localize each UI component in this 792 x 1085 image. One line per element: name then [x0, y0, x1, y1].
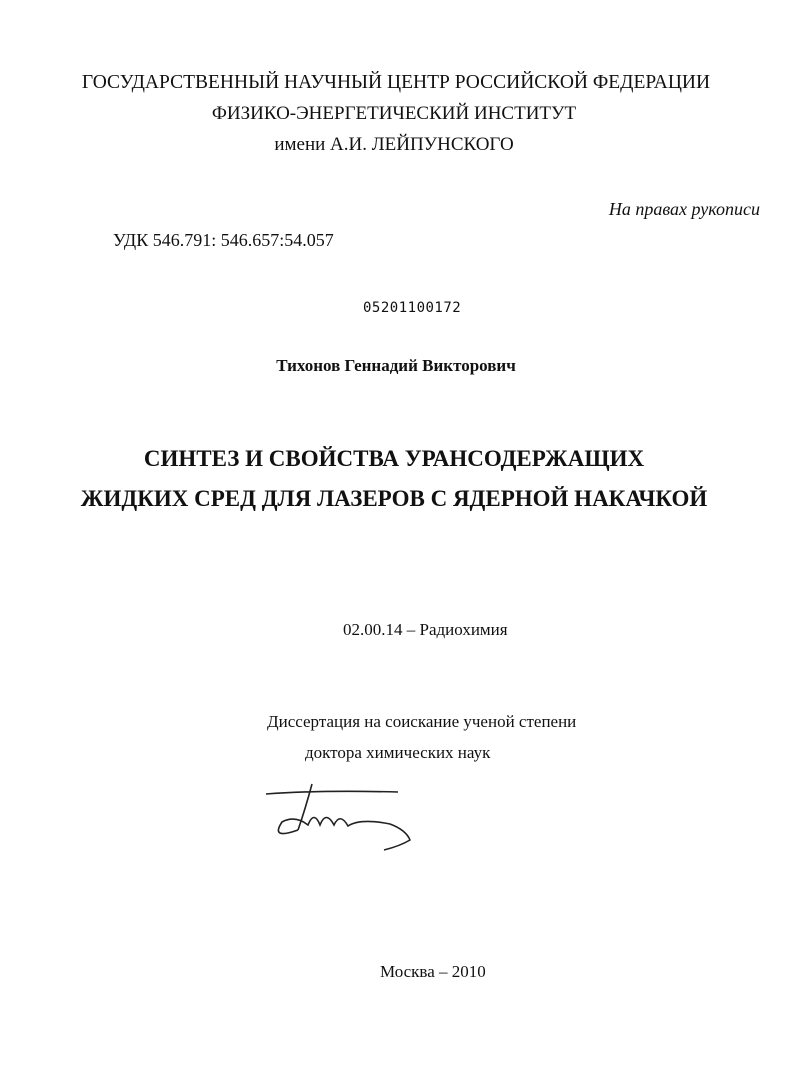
author-name: Тихонов Геннадий Викторович: [276, 356, 516, 375]
title-line-1: СИНТЕЗ И СВОЙСТВА УРАНСОДЕРЖАЩИХ: [143, 446, 645, 471]
title-line-2: ЖИДКИХ СРЕД ДЛЯ ЛАЗЕРОВ С ЯДЕРНОЙ НАКАЧКОЙ: [80, 486, 708, 511]
place-year: Москва – 2010: [380, 962, 486, 981]
specialty: 02.00.14 – Радиохимия: [343, 620, 508, 639]
degree-line-1: Диссертация на соискание ученой степени: [267, 712, 577, 731]
org-line-3: имени А.И. ЛЕЙПУНСКОГО: [274, 134, 514, 155]
catalog-number: 05201100172: [363, 300, 462, 316]
rights-note: На правах рукописи: [608, 199, 760, 219]
org-line-2: ФИЗИКО-ЭНЕРГЕТИЧЕСКИЙ ИНСТИТУТ: [211, 103, 577, 124]
org-line-1: ГОСУДАРСТВЕННЫЙ НАУЧНЫЙ ЦЕНТР РОССИЙСКОЙ ФЕДЕРАЦИИ: [81, 72, 711, 93]
udc-code: УДК 546.791: 546.657:54.057: [113, 230, 334, 250]
degree-line-2: доктора химических наук: [305, 743, 491, 762]
signature: [250, 780, 450, 870]
